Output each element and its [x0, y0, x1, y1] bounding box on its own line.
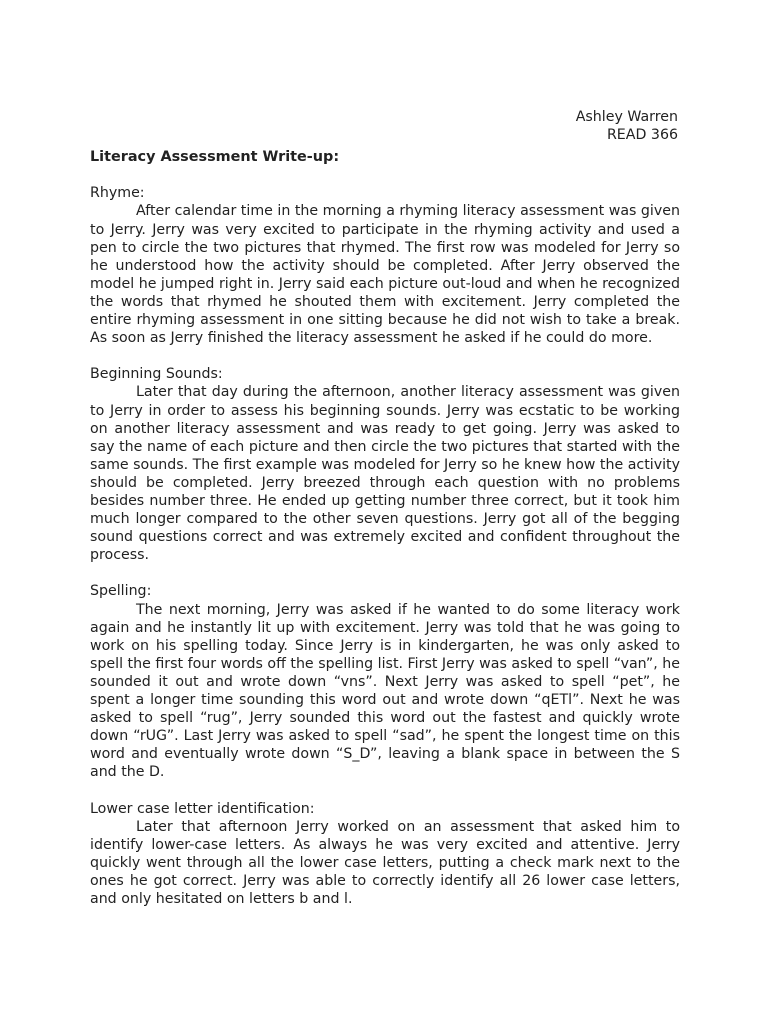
spacer [90, 781, 680, 799]
section-paragraph: Later that afternoon Jerry worked on an assessment that asked him to identify lower-case letters. As always he was very excited and attentive. Jerry quickly went through all the lower case letters, putting a check mark next to the ones he got correct. Jerry was able to correctly identify all 26 lower case letters, and only hesitated on letters b and l. [90, 818, 680, 908]
section-spelling [90, 582, 680, 781]
section-lowercase-identification [90, 800, 680, 909]
section-paragraph: Later that day during the afternoon, another literacy assessment was given to Jerry in order to assess his beginning sounds. Jerry was ecstatic to be working on another literacy assessment and was ready to get going. Jerry was asked to say the name of each picture and then circle the two pictures that started with the same sounds. The first example was modeled for Jerry so he knew how the activity should be completed. Jerry breezed through each question with no problems besides number three. He ended up getting number three correct, but it took him much longer compared to the other seven questions. Jerry got all of the begging sound questions correct and was extremely excited and confident throughout the process. [90, 384, 680, 564]
spacer [90, 347, 680, 365]
section-paragraph: The next morning, Jerry was asked if he wanted to do some literacy work again and he instantly lit up with excitement. Jerry was told that he was going to work on his spelling today. Since Jerry is in kindergarten, he was only asked to spell the first four words off the spelling list. First Jerry was asked to spell “van”, he sounded it out and wrote down “vns”. Next Jerry was asked to spell “pet”, he spent a longer time sounding this word out and wrote down “qETl”. Next he was asked to spell “rug”, Jerry sounded this word out the fastest and quickly wrote down “rUG”. Last Jerry was asked to spell “sad”, he spent the longest time on this word and eventually wrote down “S_D”, leaving a blank space in between the S and the D. [90, 601, 680, 781]
document-page [90, 108, 680, 908]
spacer [90, 564, 680, 582]
spacer [90, 166, 680, 184]
section-rhyme [90, 184, 680, 347]
section-paragraph: After calendar time in the morning a rhyming literacy assessment was given to Jerry. Jerry was very excited to participate in the rhyming activity and used a pen to circle the two pictures that rhymed. The first row was modeled for Jerry so he understood how the activity should be completed. After Jerry observed the model he jumped right in. Jerry said each picture out-loud and when he recognized the words that rhymed he shouted them with excitement. Jerry completed the entire rhyming assessment in one sitting because he did not wish to take a break. As soon as Jerry finished the literacy assessment he asked if he could do more. [90, 203, 680, 347]
document-title: Literacy Assessment Write-up: [90, 149, 340, 166]
author-name: Ashley Warren [575, 109, 678, 125]
course-code: READ 366 [606, 127, 678, 144]
section-heading: Lower case letter identification: [90, 800, 315, 817]
document-header [90, 108, 678, 144]
section-heading: Rhyme: [90, 185, 145, 202]
section-heading: Beginning Sounds: [90, 366, 223, 383]
section-heading: Spelling: [90, 583, 152, 600]
section-beginning-sounds [90, 365, 680, 564]
